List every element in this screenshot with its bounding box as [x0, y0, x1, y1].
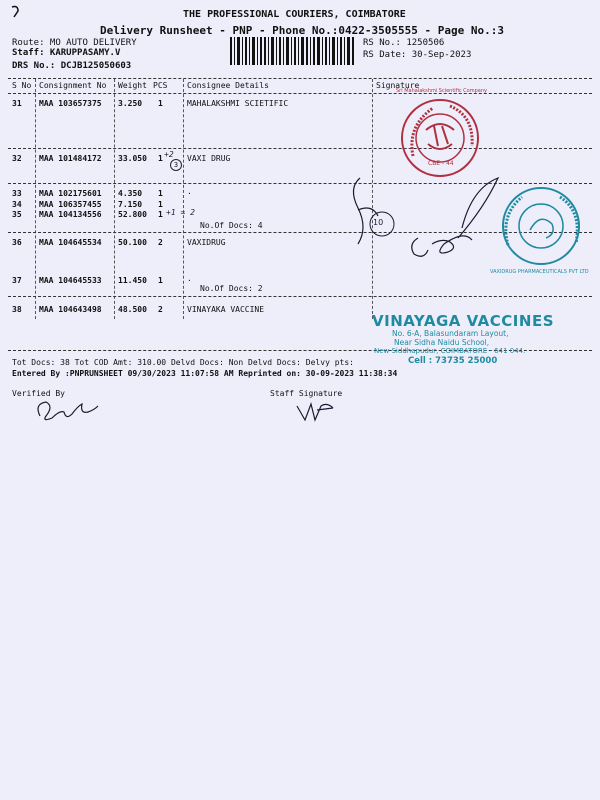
header-rule-bottom — [8, 93, 592, 94]
row-consignee: MAHALAKSHMI SCIETIFIC — [187, 99, 289, 108]
row-sno: 37 — [12, 276, 22, 285]
row-weight: 3.250 — [118, 99, 143, 108]
vaxidrug-stamp — [490, 185, 589, 275]
row-pcs: 1 — [158, 210, 163, 219]
row-sno: 31 — [12, 99, 22, 108]
handwritten-pcs-note: +2 — [164, 150, 174, 159]
stamp-address-line: New Siddhapudur, COIMBATORE - 641 044. — [374, 347, 526, 355]
row-divider — [8, 148, 592, 149]
stamp-company-name: VINAYAGA VACCINES — [372, 312, 554, 330]
stamp-ring-text: Sri Mahalakshmi Scientific Company — [396, 88, 487, 94]
row-pcs: 2 — [158, 238, 163, 247]
col-pcs: PCS — [153, 81, 168, 90]
row-consignee: VINAYAKA VACCINE — [187, 305, 265, 314]
staff-label: Staff: KARUPPASAMY.V — [12, 48, 121, 58]
vinayaga-stamp — [366, 312, 554, 372]
receiver-signature — [340, 168, 510, 268]
row-consignment: MAA 104134556 — [39, 210, 102, 219]
stamp-address-line: Near Sidha Naidu School, — [394, 338, 490, 347]
row-sno: 32 — [12, 154, 22, 163]
totals-line: Tot Docs: 38 Tot COD Amt: 310.00 Delvd Docs: Non Delvd Docs: Delvy pts: — [12, 358, 354, 367]
rs-date: RS Date: 30-Sep-2023 — [363, 50, 472, 60]
rs-number: RS No.: 1250506 — [363, 38, 445, 48]
docs-count-note: No.Of Docs: 2 — [200, 284, 263, 293]
stamp-inner-text: CBE - 44 — [428, 160, 454, 167]
staff-signature — [295, 400, 340, 424]
stamp-address-line: No. 6-A, Balasundaram Layout, — [392, 329, 509, 338]
barcode — [230, 37, 356, 65]
row-pcs: 1 — [158, 189, 163, 198]
verified-by-label: Verified By — [12, 389, 65, 398]
row-weight: 52.800 — [118, 210, 147, 219]
row-weight: 7.150 — [118, 200, 143, 209]
col-consignee: Consignee Details — [187, 81, 269, 90]
row-sno: 33 — [12, 189, 22, 198]
drs-number: DRS No.: DCJB125050603 — [12, 61, 132, 71]
row-consignment: MAA 104645534 — [39, 238, 102, 247]
row-consignee: . — [187, 187, 192, 196]
row-consignment: MAA 104645533 — [39, 276, 102, 285]
col-sep — [35, 79, 36, 319]
row-pcs: 1 — [158, 276, 163, 285]
company-title: THE PROFESSIONAL COURIERS, COIMBATORE — [183, 9, 406, 20]
row-consignment: MAA 106357455 — [39, 200, 102, 209]
row-consignment: MAA 104643498 — [39, 305, 102, 314]
col-weight: Weight — [118, 81, 147, 90]
header-rule-top — [8, 78, 592, 79]
entered-by-line: Entered By :PNPRUNSHEET 09/30/2023 11:07:58 AM Reprinted on: 30-09-2023 11:38:34 — [12, 369, 398, 378]
handwritten-circle-note: 3 — [170, 159, 182, 171]
handwritten-pcs-note: +1 = 2 — [166, 208, 195, 217]
row-weight: 48.500 — [118, 305, 147, 314]
col-consignment: Consignment No — [39, 81, 107, 90]
staff-signature-label: Staff Signature — [270, 389, 343, 398]
docs-count-note: No.Of Docs: 4 — [200, 221, 263, 230]
row-consignment: MAA 103657375 — [39, 99, 102, 108]
row-pcs: 1 — [158, 200, 163, 209]
row-sno: 34 — [12, 200, 22, 209]
row-weight: 4.350 — [118, 189, 143, 198]
row-pcs: 1 — [158, 99, 163, 108]
verified-by-signature — [30, 396, 105, 426]
row-sno: 36 — [12, 238, 22, 247]
row-consignee: VAXI DRUG — [187, 154, 231, 163]
corner-mark — [10, 4, 22, 18]
row-sno: 35 — [12, 210, 22, 219]
row-pcs: 2 — [158, 305, 163, 314]
row-consignee: . — [187, 274, 192, 283]
stamp-cell-number: Cell : 73735 25000 — [408, 356, 498, 366]
row-consignee: VAXIDRUG — [187, 238, 226, 247]
col-sep — [183, 79, 184, 319]
row-sno: 38 — [12, 305, 22, 314]
row-divider — [8, 296, 592, 297]
row-weight: 50.100 — [118, 238, 147, 247]
handwritten-circle-note: 10 — [373, 218, 384, 227]
row-pcs: 1 — [158, 154, 163, 163]
row-weight: 33.050 — [118, 154, 147, 163]
col-sno: S No — [12, 81, 32, 90]
col-signature: Signature — [376, 81, 420, 90]
route-label: Route: MO AUTO DELIVERY — [12, 38, 137, 48]
runsheet-subtitle: Delivery Runsheet - PNP - Phone No.:0422-3505555 - Page No.:3 — [100, 24, 504, 37]
stamp-ring-text: VAXIDRUG PHARMACEUTICALS PVT LTD — [490, 269, 589, 275]
col-sep — [114, 79, 115, 319]
row-weight: 11.450 — [118, 276, 147, 285]
row-consignment: MAA 101484172 — [39, 154, 102, 163]
row-consignment: MAA 102175601 — [39, 189, 102, 198]
